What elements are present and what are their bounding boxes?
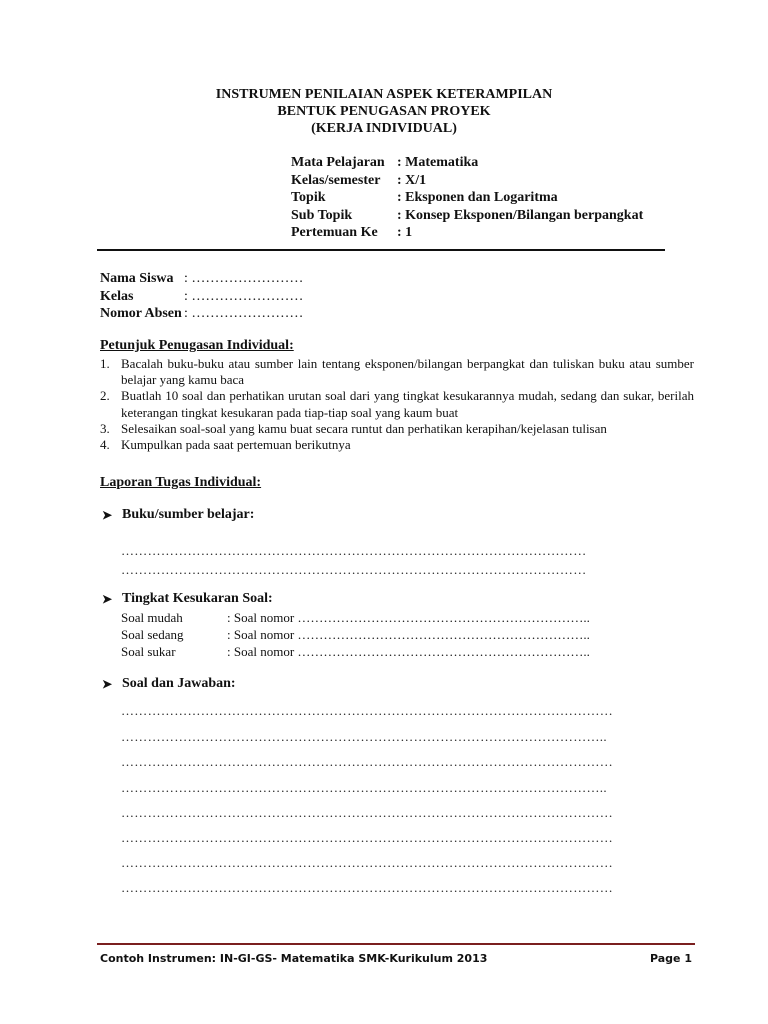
subject-value: : Matematika <box>397 155 479 170</box>
qa-line[interactable]: ………………………………………………………………………………………………… <box>121 754 614 769</box>
difficulty-heading-text: Tingkat Kesukaran Soal: <box>122 591 273 606</box>
arrowhead-bullet-icon: ➤ <box>102 591 113 606</box>
student-name-row <box>100 270 303 288</box>
footer-caption: Contoh Instrumen: IN-GI-GS- Matematika SMK-Kurikulum 2013 <box>100 952 488 965</box>
topic-row <box>291 189 643 207</box>
subject-info <box>291 154 643 242</box>
page-number: Page 1 <box>649 952 692 965</box>
student-info <box>100 270 303 323</box>
student-number-row <box>100 305 303 323</box>
difficulty-row-easy <box>121 609 590 626</box>
qa-line[interactable]: ………………………………………………………………………………………………… <box>121 805 614 820</box>
difficulty-field[interactable]: : Soal nomor ………………………………………………………….. <box>227 627 590 642</box>
instructions-heading: Petunjuk Penugasan Individual: <box>100 338 294 353</box>
student-class-label: Kelas <box>100 288 134 304</box>
instructions-list <box>100 356 694 453</box>
student-class-row <box>100 288 303 306</box>
list-item <box>100 437 694 453</box>
arrowhead-bullet-icon: ➤ <box>102 507 113 522</box>
class-semester-label: Kelas/semester <box>291 172 381 188</box>
meeting-row <box>291 224 643 242</box>
footer-divider <box>97 943 695 945</box>
difficulty-field[interactable]: : Soal nomor ………………………………………………………….. <box>227 644 590 659</box>
meeting-label: Pertemuan Ke <box>291 225 378 240</box>
student-number-label: Nomor Absen <box>100 306 182 321</box>
list-item-number: 2. <box>100 388 110 404</box>
list-item <box>100 388 694 420</box>
document-subtitle-2: (KERJA INDIVIDUAL) <box>311 121 457 136</box>
student-class-field[interactable]: : …………………… <box>184 288 304 304</box>
subtopic-value: : Konsep Eksponen/Bilangan berpangkat <box>397 207 644 223</box>
difficulty-field[interactable]: : Soal nomor ………………………………………………………….. <box>227 610 590 625</box>
list-item-text: Selesaikan soal-soal yang kamu buat secara runtut dan perhatikan kerapihan/kejelasan tulisan <box>121 420 607 436</box>
subject-row <box>291 154 643 172</box>
qa-line[interactable]: ………………………………………………………………………………………………… <box>121 880 614 895</box>
list-item-number: 3. <box>100 420 110 436</box>
sources-line[interactable]: …………………………………………………………………………………………… <box>121 543 587 558</box>
qa-line[interactable]: ……………………………………………………………………………………………….. <box>121 780 607 795</box>
list-item-text: Kumpulkan pada saat pertemuan berikutnya <box>121 437 351 453</box>
class-semester-row <box>291 172 643 190</box>
list-item-number: 1. <box>100 356 110 371</box>
report-heading: Laporan Tugas Individual: <box>100 475 262 490</box>
meeting-value: : 1 <box>397 225 413 240</box>
list-item-text: Buatlah 10 soal dan perhatikan urutan soal dari yang tingkat kesukarannya mudah, sedang dan sukar, berilah keterangan tingkat kesukaran pada tiap-tiap soal yang kaum buat <box>121 388 694 420</box>
topic-value: : Eksponen dan Logaritma <box>397 190 558 205</box>
list-item <box>100 356 694 388</box>
student-name-field[interactable]: : …………………… <box>184 271 304 286</box>
student-number-field[interactable]: : …………………… <box>184 306 304 321</box>
difficulty-row-hard <box>121 643 590 660</box>
qa-line[interactable]: ………………………………………………………………………………………………… <box>121 830 614 845</box>
document-title: INSTRUMEN PENILAIAN ASPEK KETERAMPILAN <box>215 87 553 102</box>
qa-line[interactable]: ………………………………………………………………………………………………… <box>121 855 614 870</box>
difficulty-heading <box>102 591 273 607</box>
subtopic-label: Sub Topik <box>291 207 353 223</box>
qa-line[interactable]: ………………………………………………………………………………………………… <box>121 703 614 718</box>
list-item <box>100 421 694 437</box>
qa-heading <box>102 676 236 692</box>
topic-label: Topik <box>291 190 326 205</box>
sources-heading-text: Buku/sumber belajar: <box>122 507 255 522</box>
subtopic-row <box>291 207 643 225</box>
difficulty-row-medium <box>121 626 590 643</box>
sources-heading <box>102 507 254 523</box>
header-divider <box>97 249 665 251</box>
difficulty-label: Soal mudah <box>121 610 183 625</box>
arrowhead-bullet-icon: ➤ <box>102 676 113 691</box>
difficulty-list <box>121 609 590 660</box>
student-name-label: Nama Siswa <box>100 271 174 286</box>
document-subtitle: BENTUK PENUGASAN PROYEK <box>277 104 491 119</box>
list-item-text: Bacalah buku-buku atau sumber lain tentang eksponen/bilangan berpangkat dan tuliskan buku atau sumber belajar yang kamu baca <box>121 356 694 388</box>
sources-line[interactable]: …………………………………………………………………………………………… <box>121 562 587 577</box>
qa-line[interactable]: ……………………………………………………………………………………………….. <box>121 729 607 744</box>
subject-label: Mata Pelajaran <box>291 155 385 170</box>
class-semester-value: : X/1 <box>397 172 427 188</box>
list-item-number: 4. <box>100 437 110 453</box>
difficulty-label: Soal sedang <box>121 627 184 642</box>
qa-heading-text: Soal dan Jawaban: <box>122 676 236 691</box>
difficulty-label: Soal sukar <box>121 644 176 659</box>
